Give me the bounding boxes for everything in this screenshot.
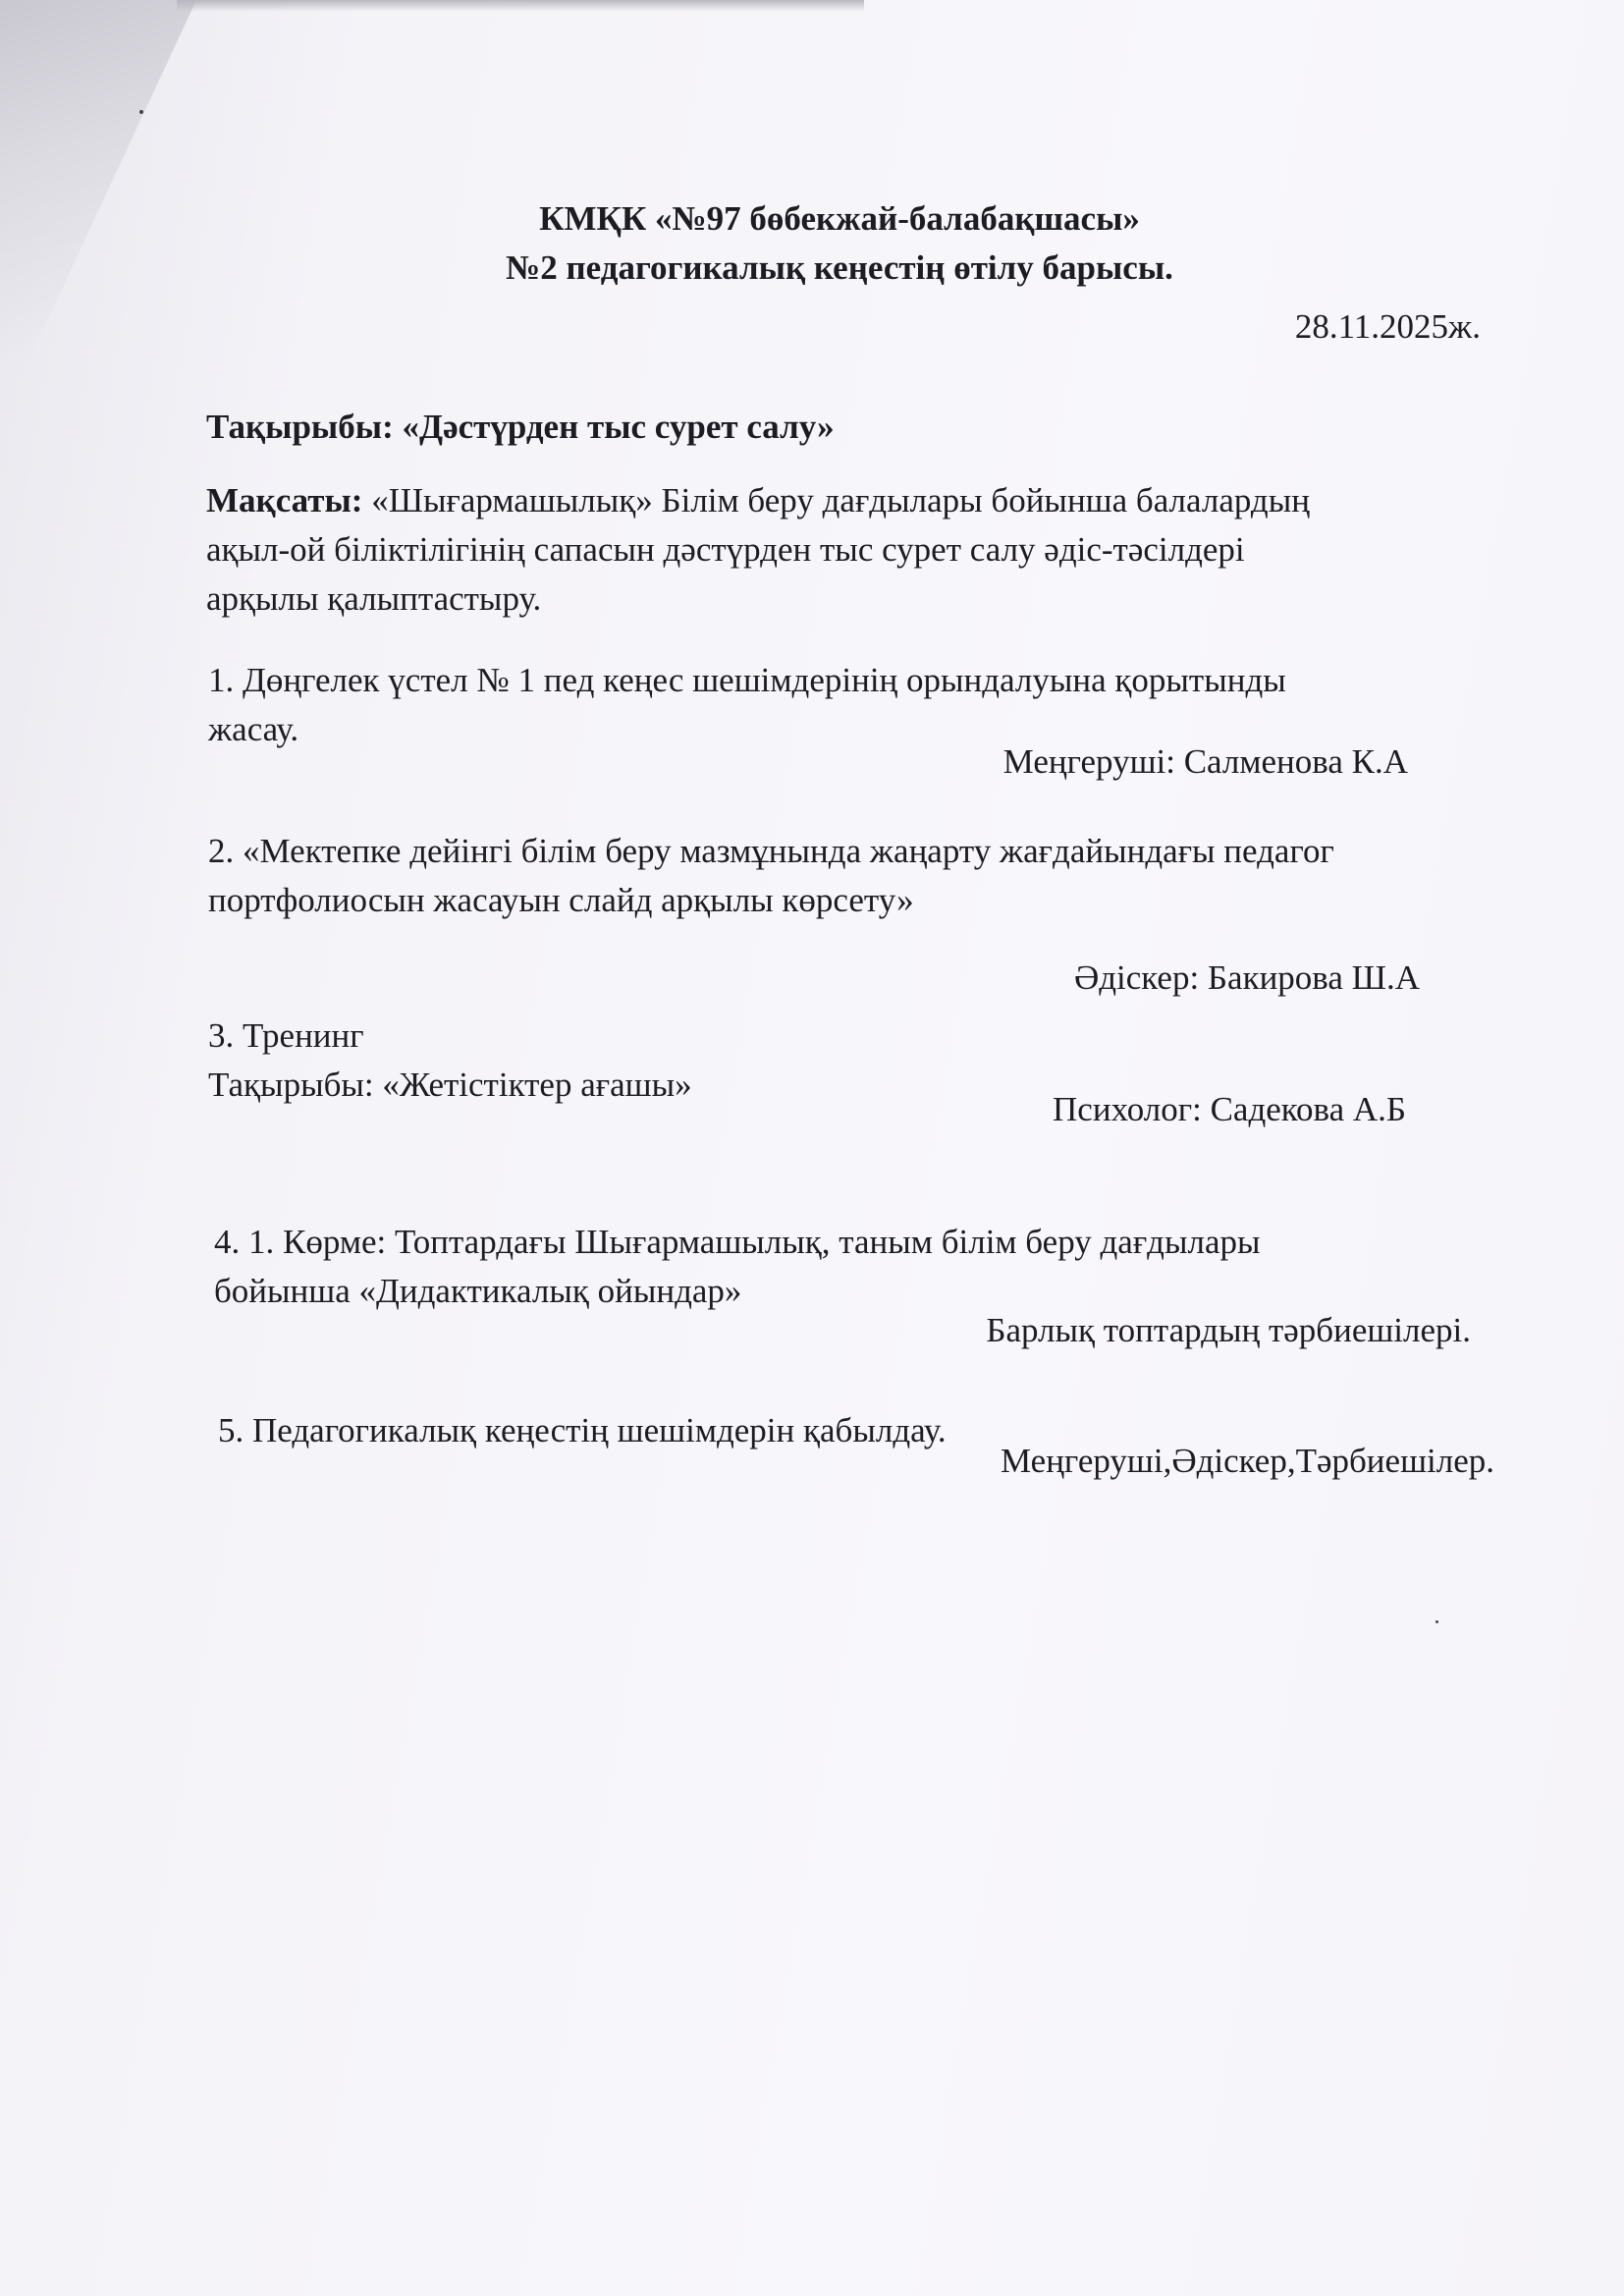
agenda-item-2 (208, 827, 1334, 925)
agenda-item-text: 4. 1. Көрме: Топтардағы Шығармашылық, таным білім беру дағдылары (214, 1223, 1261, 1261)
agenda-item-responsible: Меңгеруші,Әдіскер,Тәрбиешілер. (1001, 1442, 1494, 1480)
agenda-item-text: 3. Тренинг (208, 1016, 364, 1055)
agenda-item-responsible: Барлық топтардың тәрбиешілері. (986, 1311, 1471, 1349)
agenda-item-4 (214, 1218, 1261, 1316)
agenda-item-text: портфолиосын жасауын слайд арқылы көрсету» (208, 881, 914, 919)
agenda-item-text: жасау. (208, 710, 299, 748)
goal-block (206, 476, 1310, 624)
agenda-item-text: 5. Педагогикалық кеңестің шешімдерін қабылдау. (218, 1411, 947, 1449)
agenda-item-3 (208, 1011, 692, 1110)
document-header (0, 194, 1624, 293)
scan-speck (139, 110, 143, 114)
agenda-item-text: 1. Дөңгелек үстел № 1 пед кеңес шешімдерінің орындалуына қорытынды (208, 661, 1286, 699)
agenda-item-text: 2. «Мектепке дейінгі білім беру мазмұнында жаңарту жағдайындағы педагог (208, 832, 1334, 870)
goal-line-2: ақыл-ой біліктілігінің сапасын дәстүрден тыс сурет салу әдіс-тәсілдері (206, 530, 1245, 569)
document-date: 28.11.2025ж. (1294, 307, 1481, 346)
agenda-item-responsible: Меңгеруші: Салменова К.А (1002, 742, 1408, 781)
topic-line (206, 403, 835, 452)
agenda-item-5 (218, 1406, 947, 1455)
agenda-item-responsible: Әдіскер: Бакирова Ш.А (1073, 958, 1420, 997)
scan-speck (1435, 1620, 1438, 1623)
council-title: №2 педагогикалық кеңестің өтілу барысы. (506, 248, 1173, 287)
goal-label: Мақсаты: (206, 481, 363, 519)
goal-line-1: «Шығармашылық» Білім беру дағдылары бойынша балалардың (371, 481, 1310, 519)
topic-label: Тақырыбы: (206, 408, 394, 446)
topic-value: «Дәстүрден тыс сурет салу» (402, 408, 835, 446)
goal-line-3: арқылы қалыптастыру. (206, 579, 542, 618)
agenda-item-text: бойынша «Дидактикалық ойындар» (214, 1272, 742, 1310)
agenda-item-text: Тақырыбы: «Жетістіктер ағашы» (208, 1066, 692, 1104)
agenda-item-responsible: Психолог: Садекова А.Б (1053, 1090, 1406, 1128)
organization-title: КМҚК «№97 бөбекжай-балабақшасы» (539, 199, 1140, 238)
agenda-item-1 (208, 656, 1286, 754)
scan-shadow-top (177, 0, 864, 12)
